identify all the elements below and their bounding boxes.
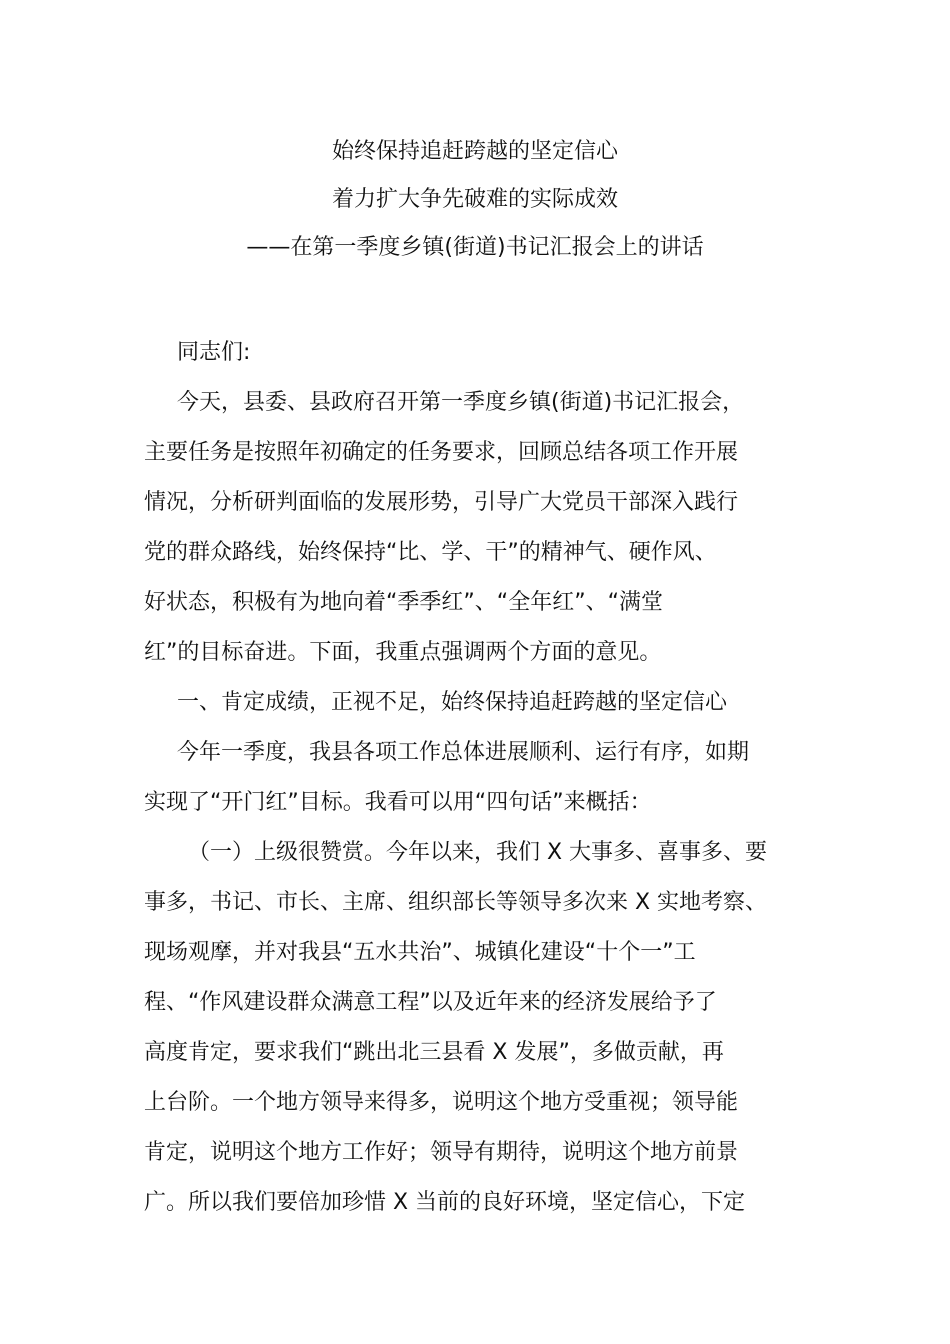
text-line: 高度肯定，要求我们“跳出北三县看 X 发展”，多做贡献，再 bbox=[144, 1040, 724, 1065]
text-line: 今天，县委、县政府召开第一季度乡镇(街道)书记汇报会， bbox=[177, 390, 745, 415]
salutation: 同志们: bbox=[177, 340, 251, 365]
title-line-1: 始终保持追赶跨越的坚定信心 bbox=[331, 139, 618, 164]
document-body bbox=[144, 328, 824, 1228]
text-line: 现场观摩，并对我县“五水共治”、城镇化建设“十个一”工 bbox=[144, 940, 696, 965]
paragraph-2 bbox=[144, 728, 824, 828]
text-line: 程、“作风建设群众满意工程”以及近年来的经济发展给予了 bbox=[144, 990, 717, 1015]
text-line: 主要任务是按照年初确定的任务要求，回顾总结各项工作开展 bbox=[144, 440, 739, 465]
subtitle-line: ——在第一季度乡镇(街道)书记汇报会上的讲话 bbox=[246, 235, 704, 260]
text-line: 广。所以我们要倍加珍惜 X 当前的良好环境，坚定信心，下定 bbox=[144, 1190, 746, 1215]
title-line-2: 着力扩大争先破难的实际成效 bbox=[331, 187, 618, 212]
text-line: 党的群众路线，始终保持“比、学、干”的精神气、硬作风、 bbox=[144, 540, 717, 565]
paragraph-1 bbox=[144, 378, 824, 678]
text-line: 上台阶。一个地方领导来得多，说明这个地方受重视；领导能 bbox=[144, 1090, 739, 1115]
text-line: 肯定，说明这个地方工作好；领导有期待，说明这个地方前景 bbox=[144, 1140, 739, 1165]
text-line: 事多，书记、市长、主席、组织部长等领导多次来 X 实地考察、 bbox=[144, 890, 768, 915]
document-title bbox=[0, 128, 950, 272]
text-line: 红”的目标奋进。下面，我重点强调两个方面的意见。 bbox=[144, 640, 662, 665]
text-line: 好状态，积极有为地向着“季季红”、“全年红”、“满堂 bbox=[144, 590, 663, 615]
text-line: （一）上级很赞赏。今年以来，我们 X 大事多、喜事多、要 bbox=[188, 840, 768, 865]
text-line: 今年一季度，我县各项工作总体进展顺利、运行有序，如期 bbox=[177, 740, 750, 765]
text-line: 实现了“开门红”目标。我看可以用“四句话”来概括： bbox=[144, 790, 652, 815]
paragraph-3 bbox=[144, 828, 824, 1228]
section-heading-1: 一、肯定成绩，正视不足，始终保持追赶跨越的坚定信心 bbox=[177, 690, 728, 715]
text-line: 情况，分析研判面临的发展形势，引导广大党员干部深入践行 bbox=[144, 490, 739, 515]
